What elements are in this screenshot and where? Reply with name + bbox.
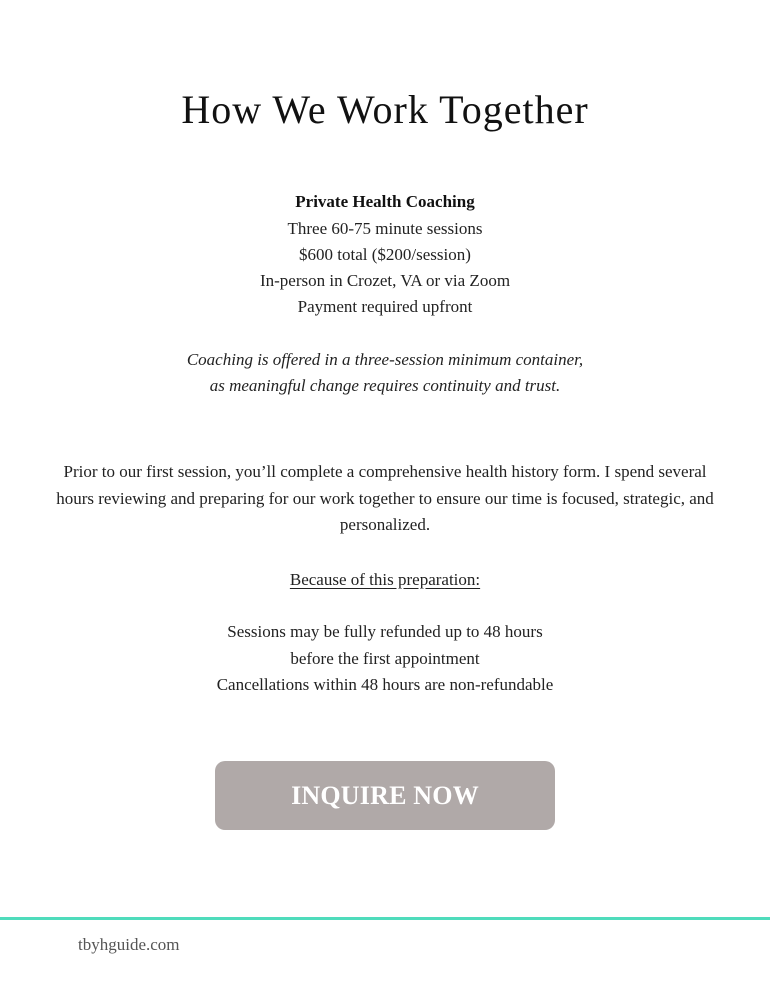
detail-location: In-person in Crozet, VA or via Zoom — [259, 271, 511, 290]
policy-line-1: Sessions may be fully refunded up to 48 hours — [227, 622, 543, 641]
refund-policy — [0, 619, 770, 699]
footer-divider — [0, 917, 770, 920]
page-title: How We Work Together — [181, 87, 589, 132]
note-line-2: as meaningful change requires continuity and trust. — [209, 376, 561, 395]
coaching-details — [0, 216, 770, 320]
detail-price: $600 total ($200/session) — [299, 245, 471, 264]
detail-payment: Payment required upfront — [297, 297, 473, 316]
policy-line-2: before the first appointment — [290, 648, 480, 668]
policy-line-3: Cancellations within 48 hours are non-refundable — [216, 675, 554, 694]
footer-site: tbyhguide.com — [78, 935, 180, 954]
preparation-heading: Because of this preparation: — [289, 570, 481, 589]
detail-sessions: Three 60-75 minute sessions — [287, 219, 483, 238]
inquire-now-button[interactable]: INQUIRE NOW — [215, 761, 555, 830]
coaching-note — [0, 347, 770, 399]
preparation-paragraph: Prior to our first session, you’ll complete a comprehensive health history form. I spend several hours reviewing and preparing for our work together to ensure our time is focused, strategic, and personalized. — [56, 462, 714, 534]
note-line-1: Coaching is offered in a three-session minimum container, — [186, 350, 584, 369]
coaching-heading: Private Health Coaching — [295, 192, 475, 211]
